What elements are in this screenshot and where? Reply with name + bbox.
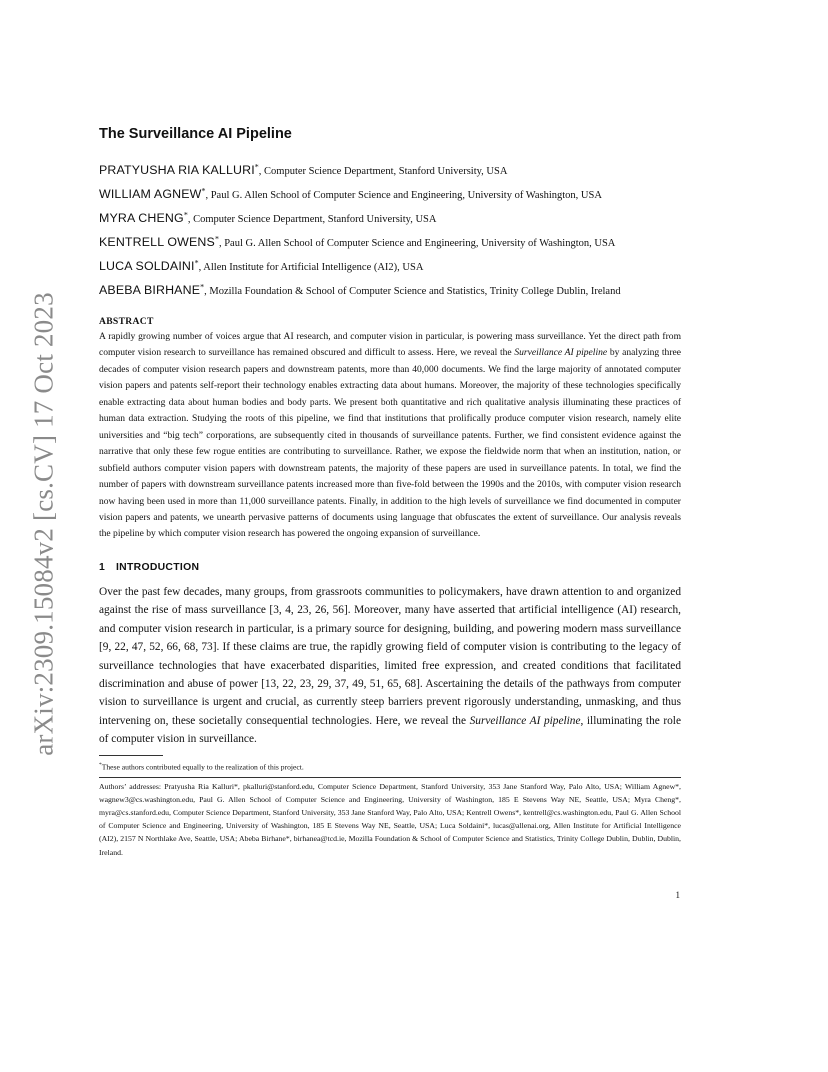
author-name: LUCA SOLDAINI xyxy=(99,259,195,273)
author-entry xyxy=(99,255,681,279)
author-affiliation: , Paul G. Allen School of Computer Science and Engineering, University of Washington, USA xyxy=(218,238,616,249)
author-affiliation: , Paul G. Allen School of Computer Science and Engineering, University of Washington, USA xyxy=(205,190,602,201)
author-name: MYRA CHENG xyxy=(99,211,184,225)
introduction-paragraph: Over the past few decades, many groups, from grassroots communities to policymakers, have drawn attention to and organized against the rise of mass surveillance [3, 4, 23, 26, 56]. Moreover, many have asserted that artificial intelligence (AI) research, and computer vision research in particular, is a primary source for designing, building, and powering modern mass surveillance [9, 22, 47, 52, 66, 68, 73]. If these claims are true, the rapidly growing field of computer vision is contributing to the legacy of surveillance technologies that have exacerbated disparities, limited free expression, and created conditions that facilitated discrimination and abuse of power [13, 22, 23, 29, 37, 49, 51, 65, 68]. Ascertaining the details of the pathways from computer vision to surveillance is urgent and crucial, as currently steep barriers prevent rigorously understanding, unmasking, and thus intervening on, these societally consequential technologies. Here, we reveal the Surveillance AI pipeline, illuminating the role of computer vision in surveillance. xyxy=(99,585,681,746)
authors-addresses: Authors’ addresses: Pratyusha Ria Kalluri*, pkalluri@stanford.edu, Computer Science Department, Stanford University, 353 Jane Stanford Way, Palo Alto, USA; William Agnew*, wagnew3@cs.washington.edu, Paul G. Allen School of Computer Science and Engineering, University of Washington, 185 E Stevens Way NE, Seattle, USA; Myra Cheng*, myra@cs.stanford.edu, Computer Science Department, Stanford University, 353 Jane Stanford Way, Palo Alto, USA; Kentrell Owens*, kentrell@cs.washington.edu, Paul G. Allen School of Computer Science and Engineering, University of Washington, 185 E Stevens Way NE, Seattle, USA; Luca Soldaini*, lucas@allenai.org, Allen Institute for Artificial Intelligence (AI2), 2157 N Northlake Ave, Seattle, USA; Abeba Birhane*, birhanea@tcd.ie, Mozilla Foundation & School of Computer Science and Statistics, Trinity College Dublin, Dublin, Dublin, Ireland. xyxy=(99,782,681,857)
equal-contribution-mark: * xyxy=(214,234,219,244)
author-name: ABEBA BIRHANE xyxy=(99,283,201,297)
section-heading-introduction xyxy=(99,561,681,575)
author-entry xyxy=(99,231,681,255)
author-affiliation: , Mozilla Foundation & School of Computer Science and Statistics, Trinity College Dublin, Ireland xyxy=(204,286,621,297)
equal-contribution-mark: * xyxy=(201,186,206,196)
arxiv-identifier-stamp: arXiv:2309.15084v2 [cs.CV] 17 Oct 2023 xyxy=(28,292,59,756)
equal-contribution-mark: * xyxy=(200,282,205,292)
abstract-text: A rapidly growing number of voices argue that AI research, and computer vision in particular, is powering mass surveillance. Yet the direct path from computer vision research to surveillance has remained obscured and difficult to assess. Here, we reveal the Surveillance AI pipeline by analyzing three decades of computer vision research papers and downstream patents, more than 40,000 documents. We find the large majority of annotated computer vision papers and patents self-report their technology enables extracting data about humans. Moreover, the majority of these technologies specifically enable extracting data about human bodies and body parts. We present both quantitative and rich qualitative analysis illuminating these practices of human data extraction. Studying the roots of this pipeline, we find that institutions that prolifically produce computer vision research, namely elite universities and “big tech” corporations, are subsequently cited in thousands of surveillance patents. Further, we find consistent evidence against the narrative that only these few rogue entities are contributing to surveillance. Rather, we expose the fieldwide norm that when an institution, nation, or subfield authors computer vision papers with downstream patents, the majority of these papers are used in surveillance patents. In total, we find the number of papers with downstream surveillance patents increased more than five-fold between the 1990s and the 2010s, with computer vision research now having been used in more than 11,000 surveillance patents. Finally, in addition to the high levels of surveillance we find documented in computer vision papers and patents, we unearth pervasive patterns of documents using language that obfuscates the extent of surveillance. Our analysis reveals the pipeline by which computer vision research has powered the ongoing expansion of surveillance. xyxy=(99,331,681,540)
author-affiliation: , Allen Institute for Artificial Intelligence (AI2), USA xyxy=(198,262,424,273)
pipeline-term: Surveillance AI pipeline xyxy=(469,714,581,727)
abstract-heading: ABSTRACT xyxy=(99,316,154,327)
author-name: KENTRELL OWENS xyxy=(99,235,215,249)
author-entry xyxy=(99,159,681,183)
section-number: 1 xyxy=(99,561,106,573)
equal-contribution-mark: * xyxy=(183,210,188,220)
addresses-divider xyxy=(99,777,681,778)
pipeline-term: Surveillance AI pipeline xyxy=(514,347,608,359)
paper-first-page xyxy=(99,124,681,859)
equal-contribution-footnote: *These authors contributed equally to the realization of this project. xyxy=(99,761,304,772)
author-entry xyxy=(99,279,681,303)
equal-contribution-mark: * xyxy=(194,258,199,268)
author-name: WILLIAM AGNEW xyxy=(99,187,202,201)
footnote-divider xyxy=(99,755,163,756)
equal-contribution-mark: * xyxy=(254,162,259,172)
author-name: PRATYUSHA RIA KALLURI xyxy=(99,163,255,177)
page-number: 1 xyxy=(675,890,680,900)
author-list xyxy=(99,159,681,303)
author-affiliation: , Computer Science Department, Stanford University, USA xyxy=(187,214,437,225)
section-title: INTRODUCTION xyxy=(116,561,200,573)
author-entry xyxy=(99,183,681,207)
author-entry xyxy=(99,207,681,231)
author-affiliation: , Computer Science Department, Stanford University, USA xyxy=(258,166,508,177)
paper-title: The Surveillance AI Pipeline xyxy=(99,126,292,142)
